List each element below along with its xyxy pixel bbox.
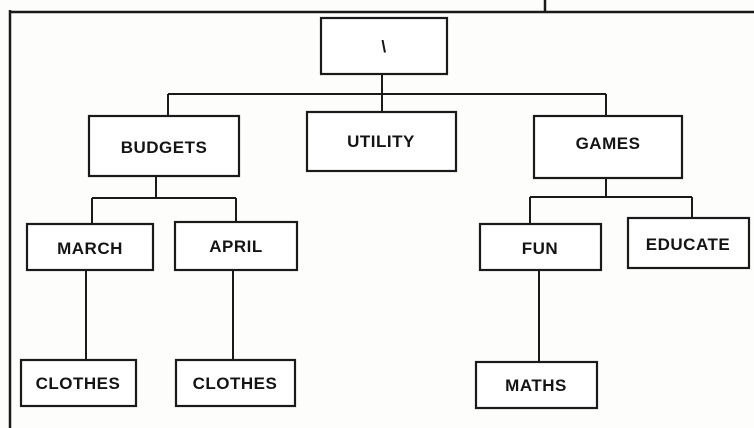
- node-budgets-label: BUDGETS: [120, 138, 208, 157]
- node-march: [27, 224, 153, 270]
- node-maths-label: MATHS: [505, 376, 567, 395]
- node-march-clothes: [21, 360, 136, 406]
- node-educate: [628, 218, 749, 268]
- node-games: [534, 116, 682, 178]
- node-april-clothes: [176, 360, 295, 406]
- node-educate-label: EDUCATE: [645, 235, 731, 254]
- node-fun: [480, 224, 601, 270]
- node-root: [321, 18, 447, 74]
- node-root-label: \: [381, 37, 387, 56]
- node-maths: [476, 362, 597, 408]
- node-utility-label: UTILITY: [347, 132, 415, 151]
- node-march-label: MARCH: [57, 239, 123, 258]
- node-utility: [307, 112, 456, 171]
- node-march-clothes-label: CLOTHES: [35, 374, 121, 393]
- node-budgets: [89, 116, 239, 176]
- node-games-label: GAMES: [575, 134, 641, 153]
- node-fun-label: FUN: [521, 239, 559, 258]
- node-april-label: APRIL: [209, 237, 263, 256]
- node-april-clothes-label: CLOTHES: [192, 374, 278, 393]
- node-april: [175, 222, 297, 270]
